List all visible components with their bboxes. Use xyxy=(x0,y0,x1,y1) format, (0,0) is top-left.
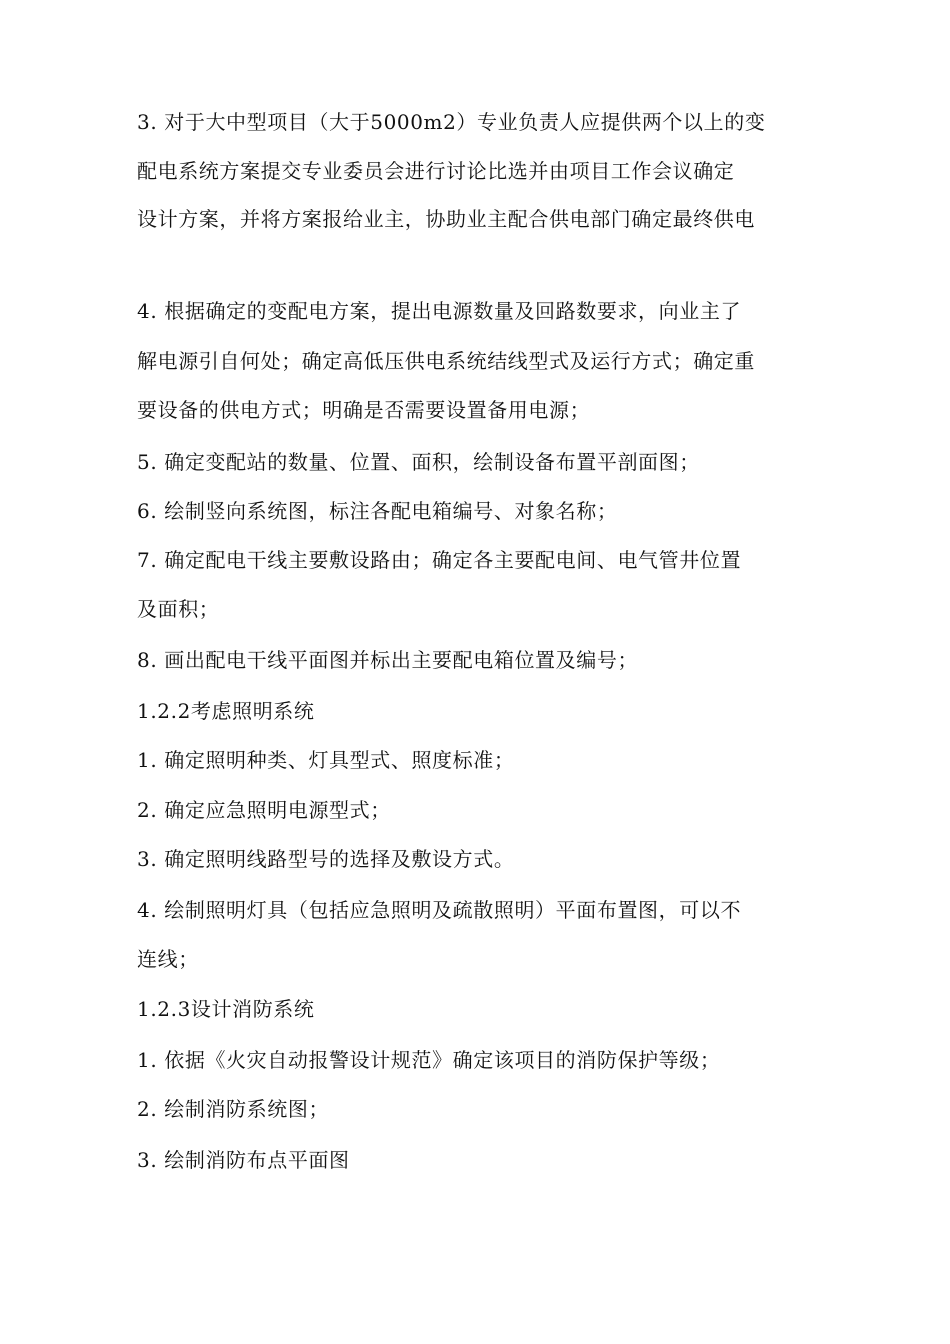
text-line: 解电源引自何处；确定高低压供电系统结线型式及运行方式；确定重 xyxy=(137,349,755,373)
text-line: 配电系统方案提交专业委员会进行讨论比选并由项目工作会议确定 xyxy=(137,159,735,183)
text-line: 8. 画出配电干线平面图并标出主要配电箱位置及编号； xyxy=(137,648,639,672)
text-line: 3. 对于大中型项目（大于5000m2）专业负责人应提供两个以上的变 xyxy=(137,110,766,134)
text-line: 4. 绘制照明灯具（包括应急照明及疏散照明）平面布置图，可以不 xyxy=(137,898,742,922)
text-line: 连线； xyxy=(137,947,199,971)
section-heading: 1.2.3设计消防系统 xyxy=(137,997,315,1021)
text-line: 7. 确定配电干线主要敷设路由；确定各主要配电间、电气管井位置 xyxy=(137,548,742,572)
section-heading: 1.2.2考虑照明系统 xyxy=(137,699,315,723)
text-line: 2. 绘制消防系统图； xyxy=(137,1097,330,1121)
text-line: 1. 确定照明种类、灯具型式、照度标准； xyxy=(137,748,515,772)
text-line: 设计方案，并将方案报给业主，协助业主配合供电部门确定最终供电 xyxy=(137,207,755,231)
text-line: 2. 确定应急照明电源型式； xyxy=(137,798,391,822)
text-line: 3. 确定照明线路型号的选择及敷设方式。 xyxy=(137,847,515,871)
text-line: 1. 依据《火灾自动报警设计规范》确定该项目的消防保护等级； xyxy=(137,1048,721,1072)
text-line: 5. 确定变配站的数量、位置、面积，绘制设备布置平剖面图； xyxy=(137,450,700,474)
text-line: 4. 根据确定的变配电方案，提出电源数量及回路数要求，向业主了 xyxy=(137,299,742,323)
text-line: 6. 绘制竖向系统图，标注各配电箱编号、对象名称； xyxy=(137,499,618,523)
text-line: 要设备的供电方式；明确是否需要设置备用电源； xyxy=(137,398,591,422)
text-line: 及面积； xyxy=(137,597,220,621)
text-line: 3. 绘制消防布点平面图 xyxy=(137,1148,350,1172)
